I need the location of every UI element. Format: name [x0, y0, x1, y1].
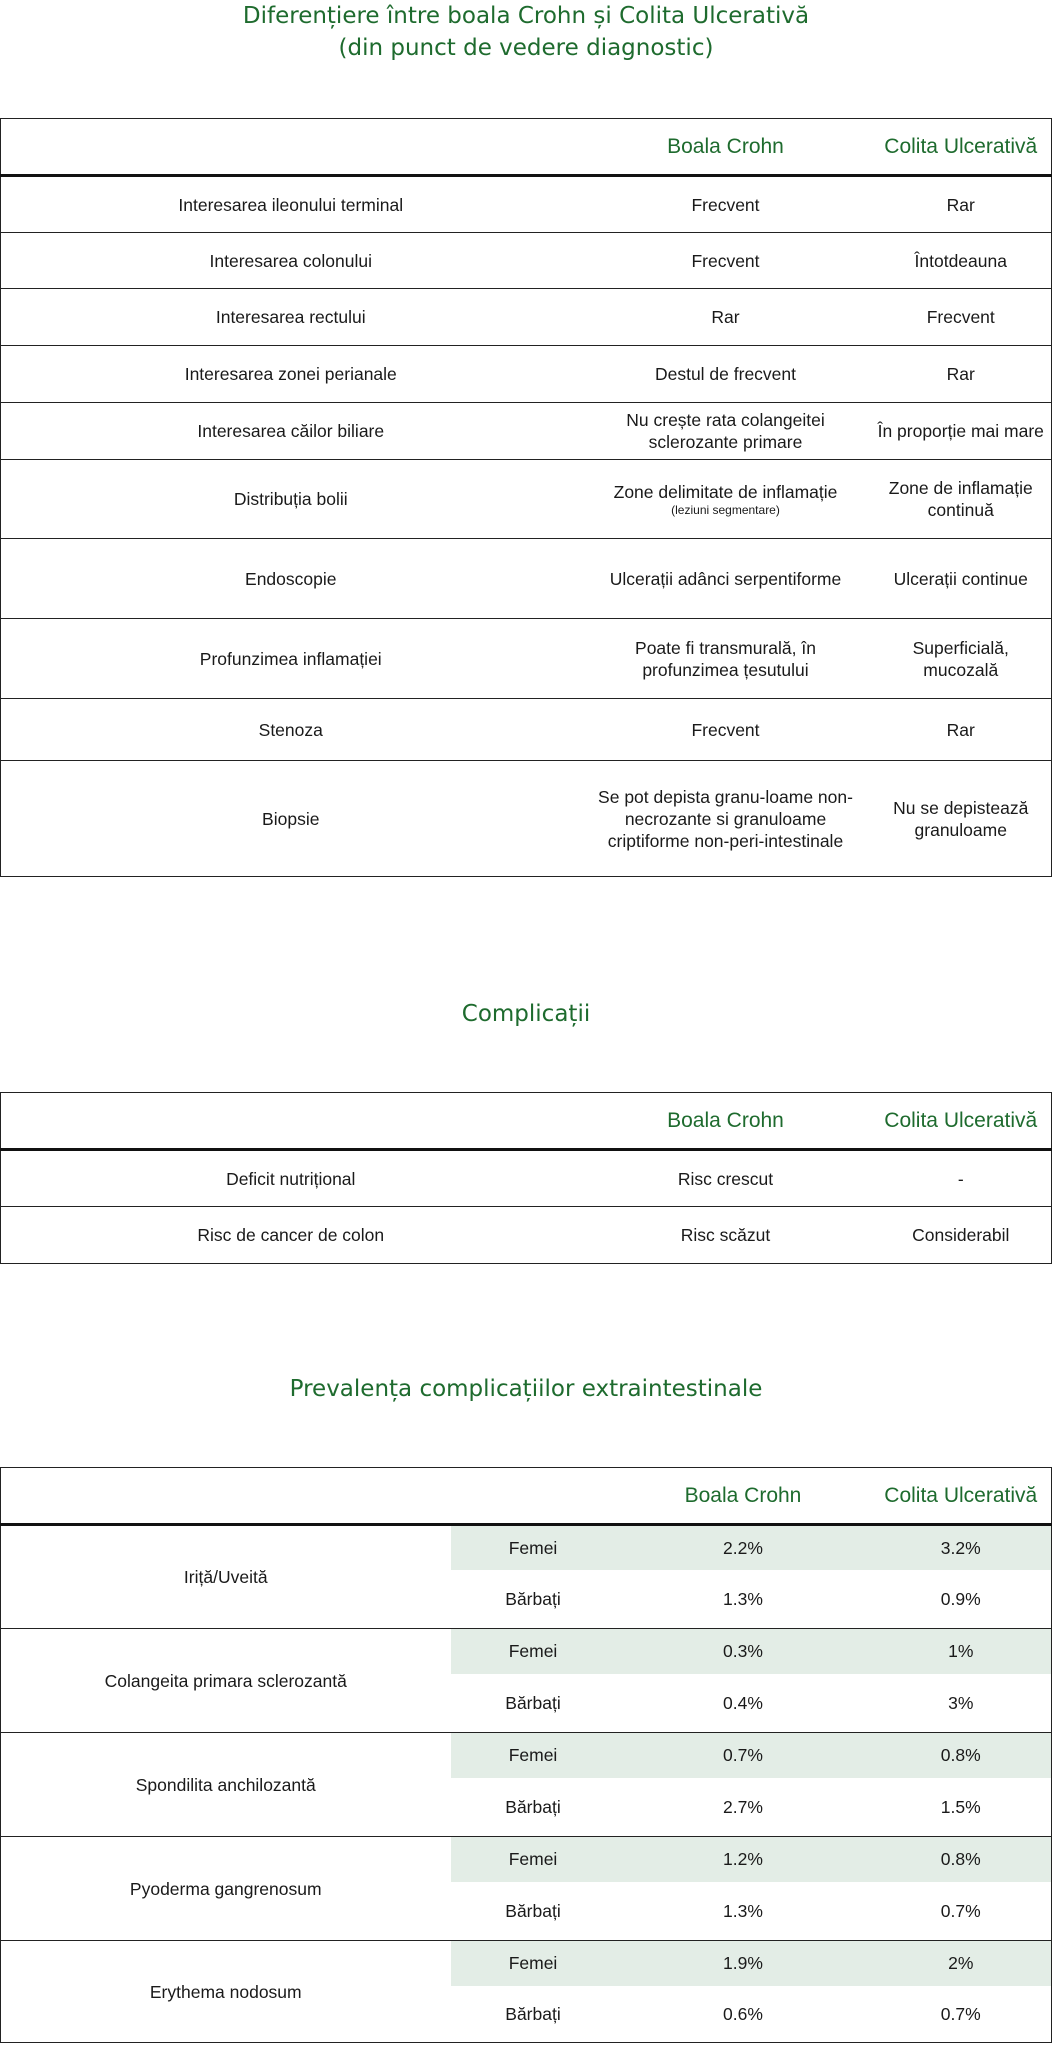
sex-cell: Bărbați [451, 1570, 616, 1629]
crohn-value-cell: 2.2% [616, 1525, 871, 1570]
table-row [1, 176, 1052, 233]
condition-cell: Pyoderma gangrenosum [1, 1837, 451, 1941]
condition-cell: Iriță/Uveită [1, 1525, 451, 1629]
uc-value-cell: 1% [871, 1629, 1052, 1674]
sex-cell: Bărbați [451, 1882, 616, 1941]
uc-cell: - [871, 1150, 1052, 1207]
header-cell-empty [1, 119, 581, 176]
uc-value-cell: 0.7% [871, 1882, 1052, 1941]
criterion-cell: Deficit nutrițional [1, 1150, 581, 1207]
uc-cell: Rar [871, 346, 1052, 403]
table-row [1, 539, 1052, 619]
crohn-value-cell: 0.7% [616, 1733, 871, 1778]
uc-cell: Ulcerații continue [871, 539, 1052, 619]
crohn-cell: Rar [581, 289, 871, 346]
uc-value-cell: 0.7% [940, 2003, 981, 2024]
uc-cell: Frecvent [871, 289, 1052, 346]
crohn-cell: Destul de frecvent [581, 346, 871, 403]
header-crohn: Boala Crohn [581, 1093, 871, 1150]
header-cell-empty [451, 1468, 616, 1525]
header-crohn: Boala Crohn [616, 1468, 871, 1525]
diagnostic-title-line-1: Diferențiere între boala Crohn și Colita Ulcerativă [242, 3, 810, 29]
table-row [1, 403, 1052, 460]
uc-cell: Considerabil [871, 1207, 1052, 1264]
table-row-women [1, 1629, 1052, 1674]
uc-cell: Întotdeauna [871, 233, 1052, 289]
crohn-cell: Frecvent [581, 176, 871, 233]
complications-table [0, 1092, 1052, 1264]
prevalence-table [0, 1467, 1052, 2043]
sex-cell: Bărbați [505, 2003, 561, 2024]
uc-cell: Rar [871, 699, 1052, 761]
uc-cell: Nu se depistează granuloame [871, 761, 1052, 877]
header-uc: Colita Ulcerativă [871, 1093, 1052, 1150]
crohn-cell: Risc scăzut [581, 1207, 871, 1264]
sex-cell: Femei [451, 1837, 616, 1882]
criterion-cell: Interesarea colonului [1, 233, 581, 289]
uc-cell: Zone de inflamație continuă [871, 460, 1052, 539]
table-row [1, 699, 1052, 761]
sex-cell: Femei [451, 1941, 616, 1986]
sex-cell: Bărbați [451, 1778, 616, 1837]
crohn-value-cell: 0.6% [723, 2003, 763, 2024]
table-row [1, 1207, 1052, 1264]
crohn-value-cell: 0.3% [616, 1629, 871, 1674]
uc-cell: În proporție mai mare [871, 403, 1052, 460]
header-crohn: Boala Crohn [581, 119, 871, 176]
header-cell-empty [1, 1468, 451, 1525]
crohn-cell: Se pot depista granu-loame non-necrozante si granuloame criptiforme non-peri-intestinale [581, 761, 871, 877]
table-row [1, 233, 1052, 289]
table-row-women [1, 1733, 1052, 1778]
table-header-row [1, 119, 1052, 176]
condition-cell: Spondilita anchilozantă [1, 1733, 451, 1837]
uc-value-cell: 2% [871, 1941, 1052, 1986]
complications-section-title: Complicații [461, 1001, 591, 1027]
crohn-cell: Poate fi transmurală, în profunzimea țesutului [581, 619, 871, 699]
table-row [1, 761, 1052, 877]
table-row-women [1, 1941, 1052, 1986]
sex-cell: Bărbați [451, 1674, 616, 1733]
crohn-cell-text: Zone delimitate de inflamație [613, 481, 838, 502]
table-row [1, 619, 1052, 699]
crohn-cell: Ulcerații adânci serpentiforme [581, 539, 871, 619]
criterion-cell: Interesarea zonei perianale [1, 346, 581, 403]
diagnostic-title-line-2: (din punct de vedere diagnostic) [338, 35, 714, 61]
table-row-women [1, 1837, 1052, 1882]
diagnostic-table [0, 118, 1052, 877]
table-row [1, 289, 1052, 346]
criterion-cell: Distribuția bolii [1, 460, 581, 539]
header-uc: Colita Ulcerativă [871, 1468, 1052, 1525]
criterion-cell: Endoscopie [1, 539, 581, 619]
uc-value-cell: 0.8% [871, 1733, 1052, 1778]
criterion-cell: Biopsie [1, 761, 581, 877]
sex-cell: Femei [451, 1525, 616, 1570]
criterion-cell: Risc de cancer de colon [1, 1207, 581, 1264]
uc-value-cell: 0.8% [871, 1837, 1052, 1882]
crohn-value-cell: 1.9% [616, 1941, 871, 1986]
sex-cell: Femei [451, 1733, 616, 1778]
crohn-cell: Nu crește rata colangeitei sclerozante primare [581, 403, 871, 460]
header-uc: Colita Ulcerativă [871, 119, 1052, 176]
uc-value-cell: 3% [871, 1674, 1052, 1733]
criterion-cell: Interesarea căilor biliare [1, 403, 581, 460]
table-row [1, 346, 1052, 403]
table-header-row [1, 1468, 1052, 1525]
crohn-value-cell: 2.7% [616, 1778, 871, 1837]
condition-cell: Colangeita primara sclerozantă [1, 1629, 451, 1733]
uc-cell: Rar [871, 176, 1052, 233]
crohn-cell: Frecvent [581, 233, 871, 289]
uc-value-cell: 3.2% [871, 1525, 1052, 1570]
criterion-cell: Interesarea ileonului terminal [1, 176, 581, 233]
criterion-cell: Interesarea rectului [1, 289, 581, 346]
crohn-value-cell: 1.2% [616, 1837, 871, 1882]
crohn-cell-note: (leziuni segmentare) [671, 502, 780, 517]
condition-cell: Erythema nodosum [149, 1981, 302, 2002]
sex-cell: Femei [451, 1629, 616, 1674]
table-header-row [1, 1093, 1052, 1150]
crohn-cell [581, 460, 871, 539]
uc-value-cell: 1.5% [871, 1778, 1052, 1837]
header-cell-empty [1, 1093, 581, 1150]
crohn-value-cell: 1.3% [616, 1882, 871, 1941]
criterion-cell: Stenoza [1, 699, 581, 761]
uc-cell: Superficială, mucozală [871, 619, 1052, 699]
uc-value-cell: 0.9% [871, 1570, 1052, 1629]
diagnostic-section-title [0, 0, 1052, 64]
table-row [1, 460, 1052, 539]
crohn-cell: Risc crescut [581, 1150, 871, 1207]
crohn-cell: Frecvent [581, 699, 871, 761]
crohn-value-cell: 0.4% [616, 1674, 871, 1733]
crohn-value-cell: 1.3% [616, 1570, 871, 1629]
table-row [1, 1150, 1052, 1207]
criterion-cell: Profunzimea inflamației [1, 619, 581, 699]
table-row-women [1, 1525, 1052, 1570]
prevalence-section-title: Prevalența complicațiilor extraintestinale [289, 1376, 763, 1402]
